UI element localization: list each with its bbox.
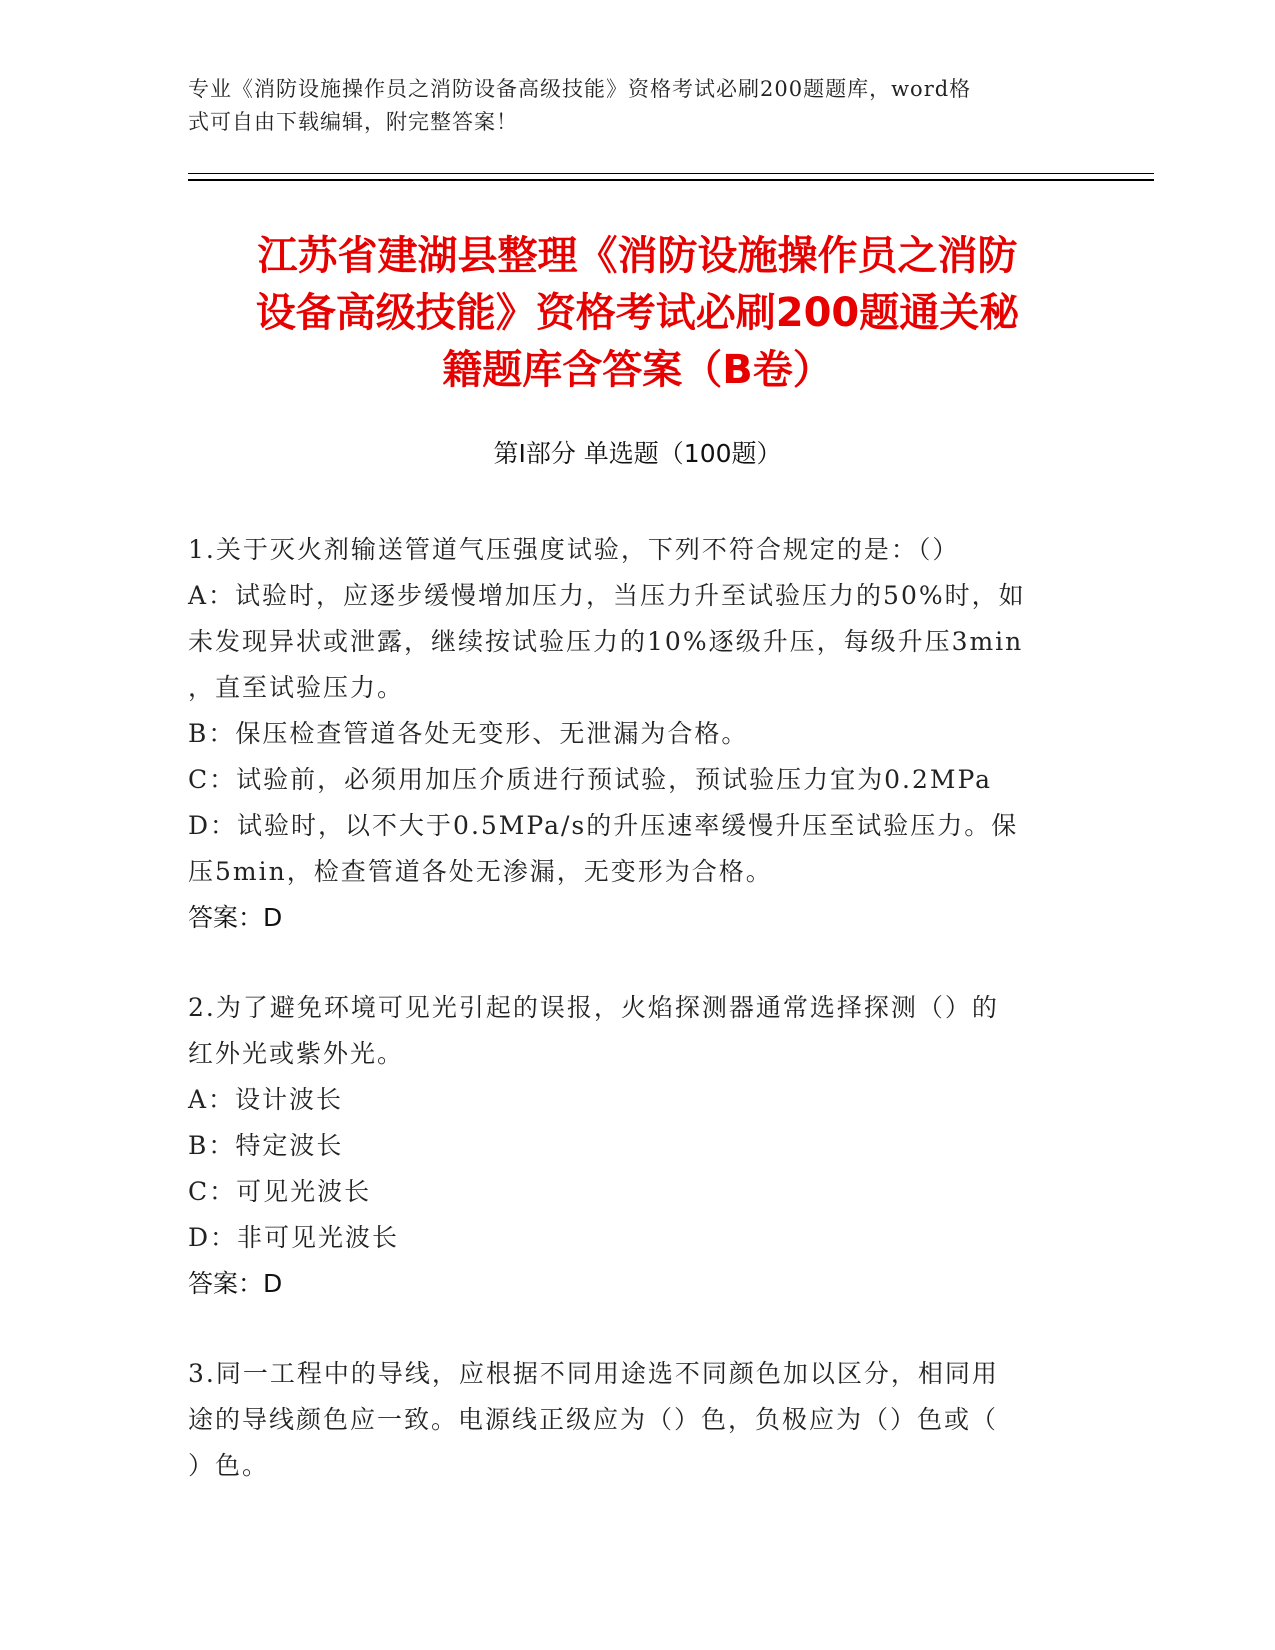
question-stem: 3.同一工程中的导线，应根据不同用途选不同颜色加以区分，相同用	[188, 1359, 999, 1388]
option-text: B：特定波长	[188, 1131, 344, 1160]
option-text: ，直至试验压力。	[188, 673, 405, 702]
header-divider-thick	[188, 179, 1154, 181]
option-text: D：非可见光波长	[188, 1223, 400, 1252]
question-stem: ）色。	[188, 1451, 270, 1480]
option-text: B：保压检查管道各处无变形、无泄漏为合格。	[188, 719, 749, 748]
option-text: A：设计波长	[188, 1085, 344, 1114]
option-text: C：试验前，必须用加压介质进行预试验，预试验压力宜为0.2MPa	[188, 765, 993, 794]
option-text: C：可见光波长	[188, 1177, 372, 1206]
question-spacer	[188, 1307, 1066, 1351]
question-block	[188, 527, 1066, 941]
answer-label: 答案：D	[188, 1269, 283, 1298]
title-line: 籍题库含答案（B卷）	[442, 347, 833, 393]
question-stem: 2.为了避免环境可见光引起的误报，火焰探测器通常选择探测（）的	[188, 993, 999, 1022]
option-text: A：试验时，应逐步缓慢增加压力，当压力升至试验压力的50%时，如	[188, 581, 1026, 610]
header-divider-thin	[188, 173, 1154, 174]
option-text: 未发现异状或泄露，继续按试验压力的10%逐级升压，每级升压3min	[188, 627, 1024, 656]
question-stem: 1.关于灭火剂输送管道气压强度试验，下列不符合规定的是：（）	[188, 535, 960, 564]
question-block	[188, 1351, 1066, 1489]
header-note	[188, 73, 1068, 139]
question-stem: 红外光或紫外光。	[188, 1039, 405, 1068]
question-block	[188, 985, 1066, 1307]
header-note-line: 式可自由下载编辑，附完整答案！	[188, 110, 518, 134]
question-stem: 途的导线颜色应一致。电源线正级应为（）色，负极应为（）色或（	[188, 1405, 999, 1434]
option-text: D：试验时，以不大于0.5MPa/s的升压速率缓慢升压至试验压力。保	[188, 811, 1019, 840]
option-text: 压5min，检查管道各处无渗漏，无变形为合格。	[188, 857, 773, 886]
title-line: 江苏省建湖县整理《消防设施操作员之消防	[257, 233, 1018, 279]
section-heading: 第Ⅰ部分 单选题（100题）	[493, 439, 782, 468]
header-note-line: 专业《消防设施操作员之消防设备高级技能》资格考试必刷200题题库，word格	[188, 77, 972, 101]
question-list	[188, 527, 1066, 1489]
question-spacer	[188, 941, 1066, 985]
title-line: 设备高级技能》资格考试必刷200题通关秘	[255, 290, 1020, 336]
answer-label: 答案：D	[188, 903, 283, 932]
document-title	[180, 228, 1095, 399]
